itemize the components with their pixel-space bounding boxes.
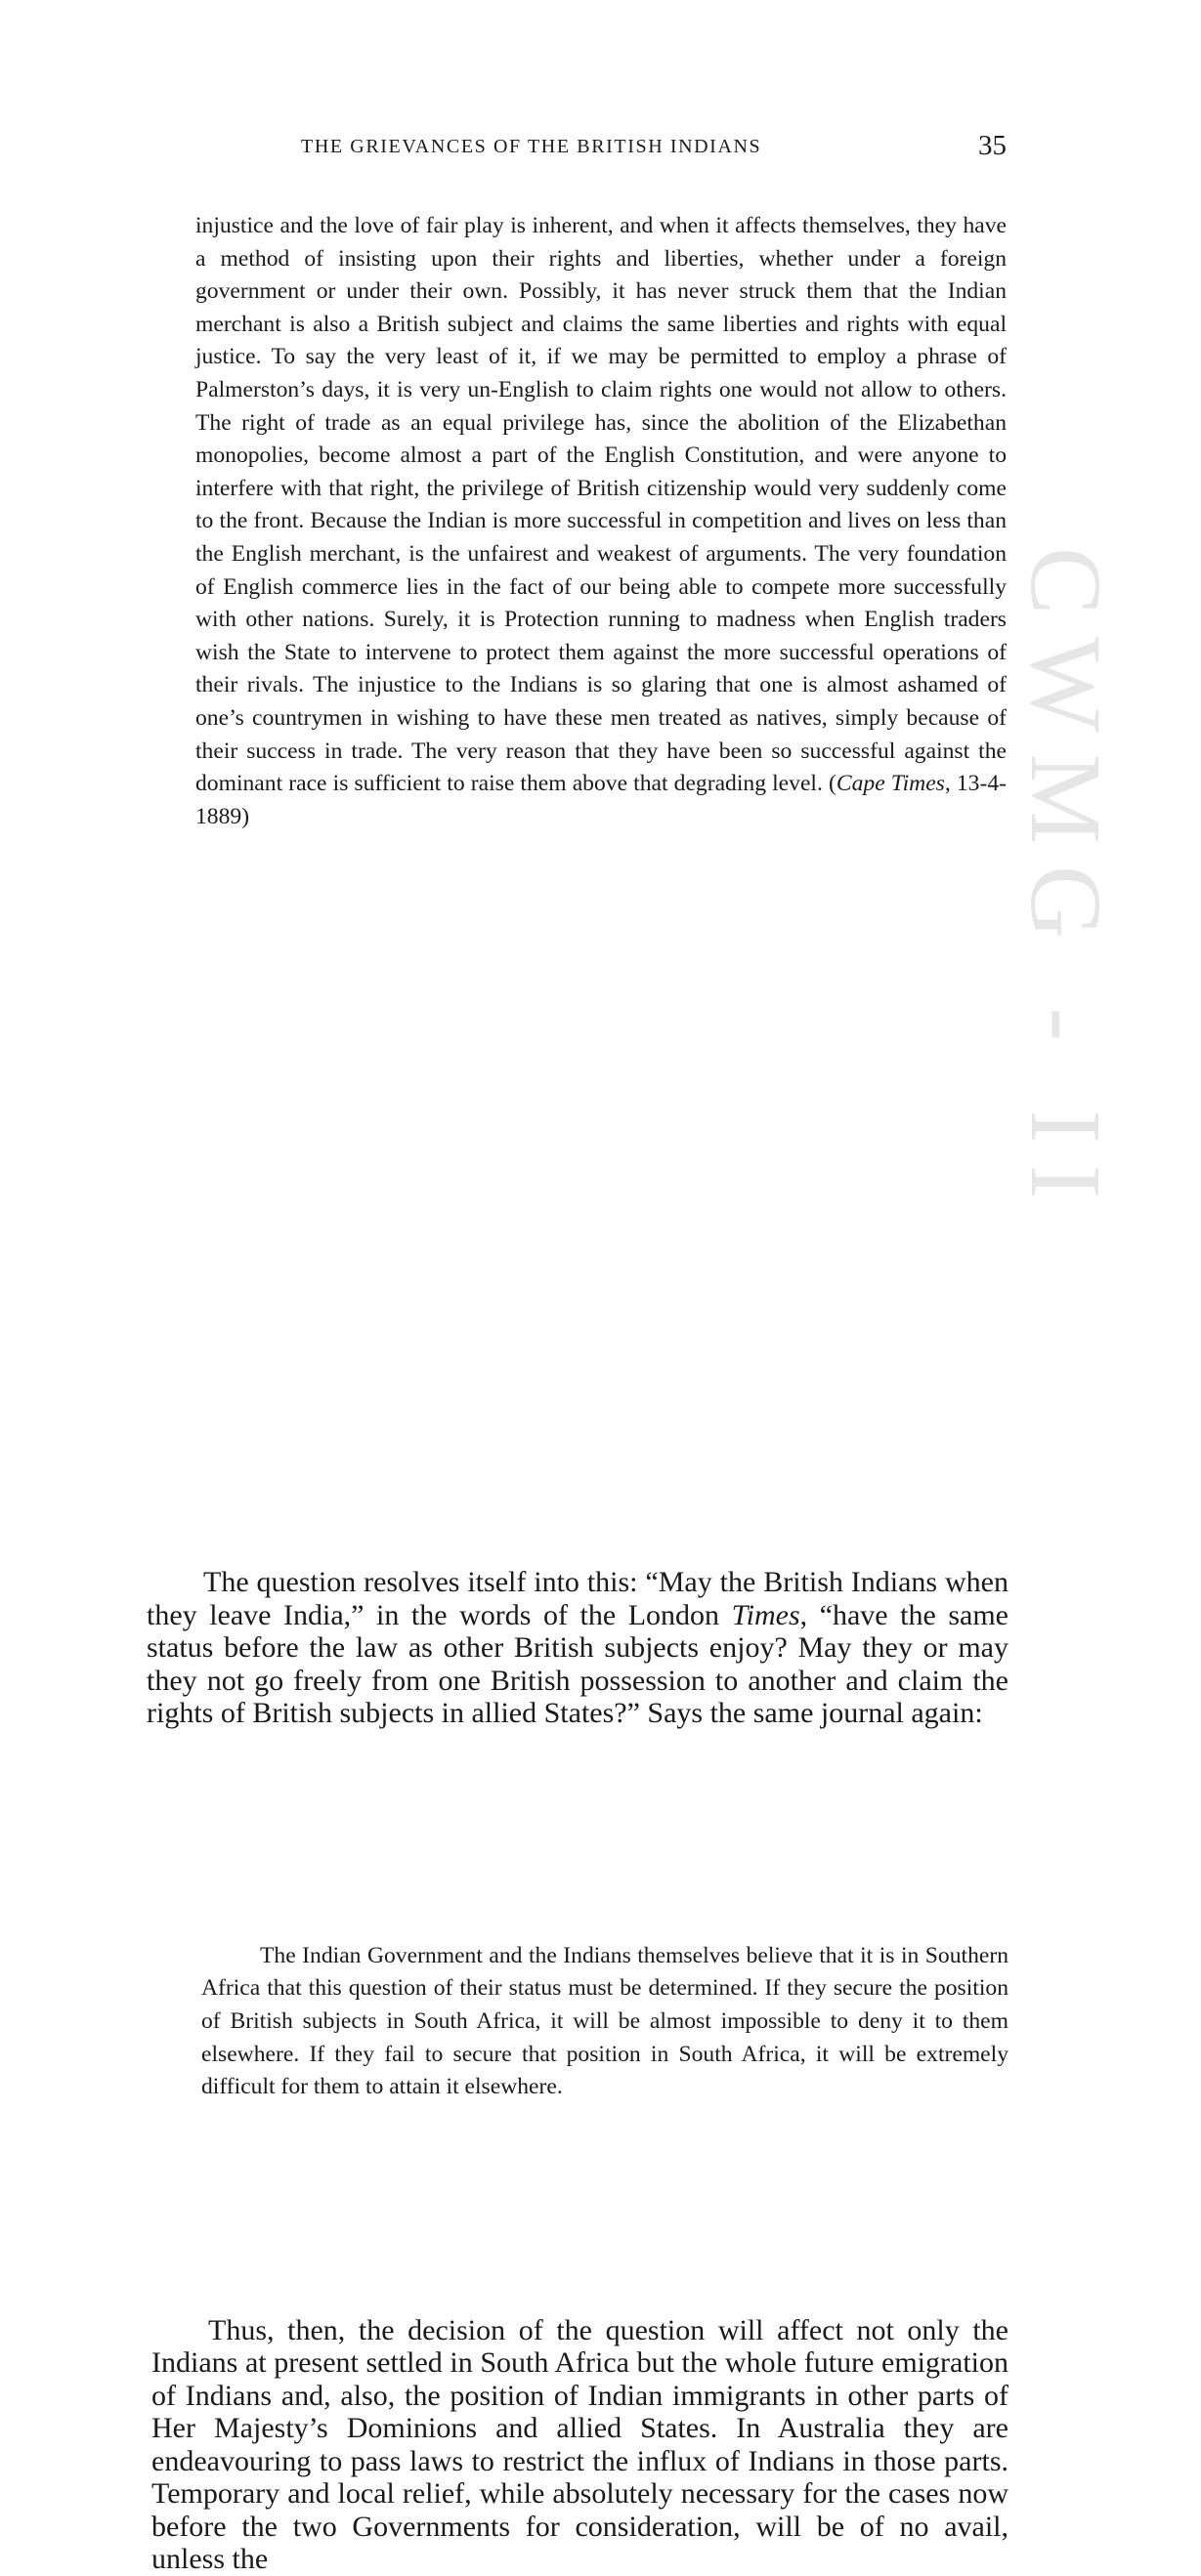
- block-quote-times: [201, 1940, 1008, 2104]
- citation-date: , 13-4-1889): [195, 771, 1007, 829]
- running-title: THE GRIEVANCES OF THE BRITISH INDIANS: [301, 136, 762, 157]
- paragraph-text-cont: , “have the same status before the law as other British subjects enjoy? May they or may they not go freely from one British possession to another and claim the rights of British subjects in allied States?” Says the same journal again:: [147, 1598, 1008, 1730]
- body-paragraph-2: [151, 2314, 1008, 2576]
- body-paragraph-1: [147, 1566, 1008, 1730]
- quote-paragraph: The Indian Government and the Indians themselves believe that it is in Southern Africa that this question of their status must be determined. If they secure the position of British subjects in South Africa, it will be almost impossible to deny it to them elsewhere. If they fail to secure that position in South Africa, it will be extremely difficult for them to attain it elsewhere.: [201, 1942, 1008, 2100]
- quote-paragraph: [195, 210, 1007, 833]
- block-quote-cape-times: [195, 210, 1007, 833]
- running-header: [147, 130, 1007, 161]
- citation-open: (: [829, 771, 836, 797]
- quote-text: injustice and the love of fair play is inherent, and when it affects themselves, they have a method of insisting upon their rights and liberties, whether under a foreign government or under their own. Possibly, it has never struck them that the Indian merchant is also a British subject and claims the same liberties and rights with equal justice. To say the very least of it, if we may be permitted to employ a phrase of Palmerston’s days, it is very un-English to claim rights one would not allow to others. The right of trade as an equal privilege has, since the abolition of the Elizabethan monopolies, become almost a part of the English Constitution, and were anyone to interfere with that right, the privilege of British citizenship would very suddenly come to the front. Because the Indian is more successful in competition and lives on less than the English merchant, is the unfairest and weakest of arguments. The very foundation of English commerce lies in the fact of our being able to compete more successfully with other nations. Surely, it is Protection running to madness when English traders wish the State to intervene to protect them against the more successful operations of their rivals. The injustice to the Indians is so glaring that one is almost ashamed of one’s countrymen in wishing to have these men treated as natives, simply because of their success in trade. The very reason that they have been so successful against the dominant race is sufficient to raise them above that degrading level.: [195, 213, 1007, 797]
- italic-title: Times: [731, 1598, 800, 1631]
- citation-source: Cape Times: [836, 771, 945, 797]
- watermark: CWMG - II: [1009, 547, 1122, 1221]
- paragraph: Thus, then, the decision of the question will affect not only the Indians at present settled in South Africa but the whole future emigration of Indians and, also, the position of Indian immigrants in other parts of Her Majesty’s Dominions and allied States. In Australia they are endeavouring to pass laws to restrict the influx of Indians in those parts. Temporary and local relief, while absolutely necessary for the cases now before the two Governments for consideration, will be of no avail, unless the: [151, 2313, 1008, 2576]
- page-number: 35: [978, 130, 1007, 161]
- paragraph: [147, 1566, 1008, 1730]
- paragraph-text: The question resolves itself into this: “May the British Indians when they leave India,” in the words of the London: [147, 1566, 1008, 1631]
